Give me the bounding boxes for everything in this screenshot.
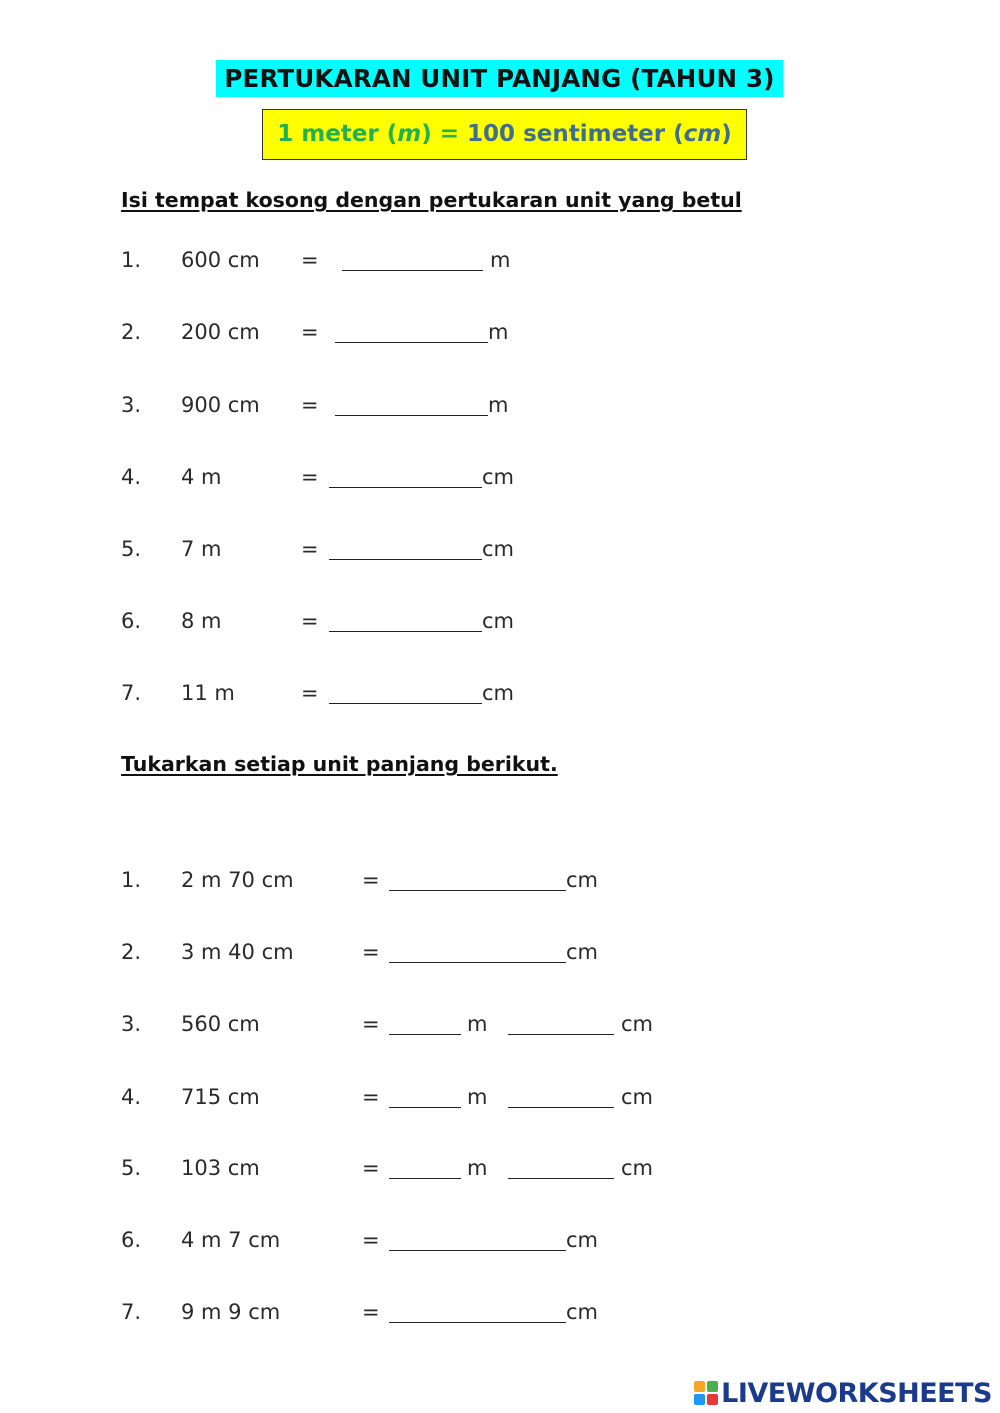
conversion-formula-box xyxy=(262,109,747,160)
answer-blank[interactable] xyxy=(329,487,482,488)
equals-sign: = xyxy=(362,940,380,964)
answer-unit: cm xyxy=(566,1228,599,1252)
answer-unit-m: m xyxy=(467,1085,488,1109)
answer-unit: m xyxy=(488,320,509,344)
answer-unit: cm xyxy=(482,465,515,489)
question-number: 7. xyxy=(121,1300,142,1324)
question-row xyxy=(0,1080,1000,1114)
question-row xyxy=(0,676,1000,710)
given-value: 600 cm xyxy=(181,248,260,272)
given-value: 11 m xyxy=(181,681,235,705)
logo-text: LIVEWORKSHEETS xyxy=(721,1377,992,1409)
answer-blank[interactable] xyxy=(329,631,482,632)
given-value: 103 cm xyxy=(181,1156,260,1180)
answer-blank[interactable] xyxy=(335,415,488,416)
question-row xyxy=(0,863,1000,897)
question-number: 5. xyxy=(121,537,142,561)
question-row xyxy=(0,1007,1000,1041)
answer-blank[interactable] xyxy=(389,1322,566,1323)
formula-centimeter-text: 100 sentimeter ( xyxy=(467,121,684,147)
given-value: 200 cm xyxy=(181,320,260,344)
question-number: 5. xyxy=(121,1156,142,1180)
formula-close-paren: ) xyxy=(721,121,732,147)
answer-unit: cm xyxy=(566,940,599,964)
equals-sign: = xyxy=(301,465,319,489)
answer-blank[interactable] xyxy=(335,342,488,343)
given-value: 900 cm xyxy=(181,393,260,417)
given-value: 7 m xyxy=(181,537,222,561)
given-value: 560 cm xyxy=(181,1012,260,1036)
question-number: 6. xyxy=(121,609,142,633)
answer-unit-cm: cm xyxy=(621,1156,654,1180)
question-number: 3. xyxy=(121,1012,142,1036)
question-row xyxy=(0,1295,1000,1329)
question-row xyxy=(0,1151,1000,1185)
question-row xyxy=(0,388,1000,422)
question-number: 2. xyxy=(121,320,142,344)
question-number: 1. xyxy=(121,248,142,272)
question-row xyxy=(0,243,1000,277)
formula-m-symbol: m xyxy=(397,121,422,147)
equals-sign: = xyxy=(301,320,319,344)
answer-unit: cm xyxy=(482,537,515,561)
given-value: 9 m 9 cm xyxy=(181,1300,281,1324)
given-value: 4 m xyxy=(181,465,222,489)
given-value: 2 m 70 cm xyxy=(181,868,294,892)
answer-blank-meters[interactable] xyxy=(389,1178,461,1179)
answer-unit-m: m xyxy=(467,1156,488,1180)
answer-unit: m xyxy=(490,248,511,272)
question-number: 4. xyxy=(121,465,142,489)
given-value: 3 m 40 cm xyxy=(181,940,294,964)
given-value: 4 m 7 cm xyxy=(181,1228,281,1252)
question-row xyxy=(0,315,1000,349)
liveworksheets-logo-icon xyxy=(694,1381,718,1405)
given-value: 715 cm xyxy=(181,1085,260,1109)
equals-sign: = xyxy=(362,1228,380,1252)
formula-cm-symbol: cm xyxy=(683,121,722,147)
answer-unit-m: m xyxy=(467,1012,488,1036)
answer-blank[interactable] xyxy=(389,962,566,963)
question-row xyxy=(0,604,1000,638)
question-row xyxy=(0,460,1000,494)
equals-sign: = xyxy=(301,248,319,272)
question-number: 2. xyxy=(121,940,142,964)
answer-blank-centimeters[interactable] xyxy=(508,1107,614,1108)
answer-blank[interactable] xyxy=(389,1250,566,1251)
question-number: 1. xyxy=(121,868,142,892)
answer-unit: cm xyxy=(566,1300,599,1324)
equals-sign: = xyxy=(362,868,380,892)
formula-equals: ) = xyxy=(421,121,468,147)
answer-unit: m xyxy=(488,393,509,417)
answer-blank-centimeters[interactable] xyxy=(508,1178,614,1179)
question-number: 4. xyxy=(121,1085,142,1109)
equals-sign: = xyxy=(301,681,319,705)
answer-blank[interactable] xyxy=(329,559,482,560)
question-number: 6. xyxy=(121,1228,142,1252)
question-row xyxy=(0,532,1000,566)
worksheet-title: PERTUKARAN UNIT PANJANG (TAHUN 3) xyxy=(216,60,783,97)
section2-heading: Tukarkan setiap unit panjang berikut. xyxy=(121,752,558,776)
question-row xyxy=(0,935,1000,969)
answer-blank-meters[interactable] xyxy=(389,1034,461,1035)
formula-meter-text: 1 meter ( xyxy=(277,121,398,147)
equals-sign: = xyxy=(301,393,319,417)
equals-sign: = xyxy=(301,537,319,561)
question-row xyxy=(0,1223,1000,1257)
equals-sign: = xyxy=(362,1085,380,1109)
answer-blank[interactable] xyxy=(389,890,566,891)
section1-heading: Isi tempat kosong dengan pertukaran unit yang betul xyxy=(121,188,742,212)
equals-sign: = xyxy=(301,609,319,633)
answer-unit: cm xyxy=(482,609,515,633)
answer-blank-meters[interactable] xyxy=(389,1107,461,1108)
answer-blank[interactable] xyxy=(342,270,483,271)
answer-unit: cm xyxy=(482,681,515,705)
question-number: 7. xyxy=(121,681,142,705)
equals-sign: = xyxy=(362,1300,380,1324)
answer-blank[interactable] xyxy=(329,703,482,704)
liveworksheets-logo[interactable] xyxy=(694,1377,992,1409)
question-number: 3. xyxy=(121,393,142,417)
given-value: 8 m xyxy=(181,609,222,633)
answer-unit: cm xyxy=(566,868,599,892)
answer-unit-cm: cm xyxy=(621,1085,654,1109)
equals-sign: = xyxy=(362,1012,380,1036)
answer-unit-cm: cm xyxy=(621,1012,654,1036)
equals-sign: = xyxy=(362,1156,380,1180)
answer-blank-centimeters[interactable] xyxy=(508,1034,614,1035)
